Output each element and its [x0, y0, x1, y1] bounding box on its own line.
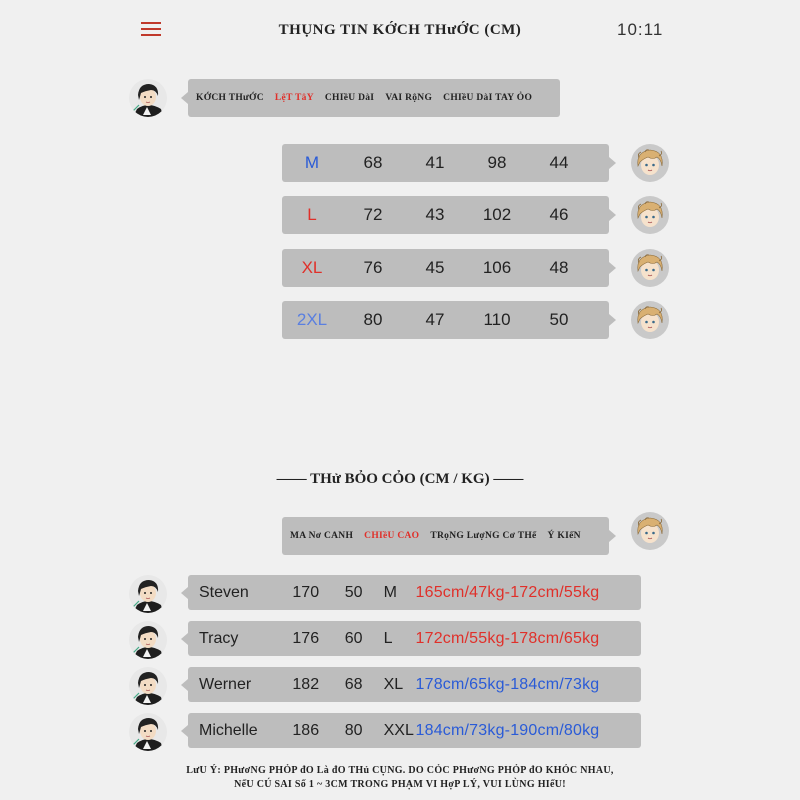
blond-hair-avatar-icon	[631, 249, 669, 287]
model-row	[188, 713, 641, 748]
footnote-line-2: NếU CÚ SAI Số 1 ~ 3CM TRONG PHẠM VI HợP LÝ, VUI LÙNG HIểU!	[234, 779, 566, 790]
chest-value: 72	[363, 205, 383, 224]
dark-hair-avatar-icon	[129, 667, 167, 705]
recommended-size: L	[383, 629, 393, 647]
size-label: XL	[301, 258, 323, 277]
sleeve-value: 48	[549, 258, 569, 277]
header-col-shoulder: VAI RộNG	[385, 93, 433, 103]
size-header-bubble	[188, 79, 560, 117]
model-row	[188, 575, 641, 610]
fit-range: 165cm/47kg-172cm/55kg	[415, 583, 600, 601]
size-label: M	[304, 153, 320, 172]
header-col-sleeve: CHIềU DàI TAY ỎO	[443, 93, 533, 103]
model-weight: 50	[344, 583, 363, 601]
dark-hair-avatar-icon	[129, 713, 167, 751]
fit-range: 178cm/65kg-184cm/73kg	[415, 675, 600, 693]
header-col-length: CHIềU DàI	[324, 93, 375, 103]
model-name: Michelle	[199, 721, 258, 739]
blond-hair-avatar-icon	[631, 512, 669, 550]
size-row	[282, 249, 609, 287]
fit-header-bubble	[282, 517, 609, 555]
size-row	[282, 196, 609, 234]
model-weight: 68	[344, 675, 363, 693]
fit-col-weight: TRọNG LượNG Cơ THể	[430, 531, 537, 541]
clock: 10:11	[617, 20, 664, 39]
fit-col-height: CHIềU CAO	[364, 531, 420, 541]
fit-section-title: —— THử BỎO CỎO (CM / KG) ——	[276, 471, 524, 487]
sleeve-value: 50	[549, 310, 569, 329]
shoulder-value: 110	[483, 310, 511, 329]
fit-col-model: MA Nơ CANH	[290, 531, 354, 541]
size-label: 2XL	[296, 310, 328, 329]
model-row	[188, 621, 641, 656]
dark-hair-avatar-icon	[129, 79, 167, 117]
size-label: L	[307, 205, 317, 224]
chest-value: 76	[363, 258, 383, 277]
model-weight: 60	[344, 629, 363, 647]
model-name: Steven	[199, 583, 249, 601]
model-height: 176	[292, 629, 320, 647]
model-height: 170	[292, 583, 320, 601]
chest-value: 68	[363, 153, 383, 172]
page-title: THỤNG TIN KỚCH THưỚC (CM)	[278, 22, 522, 38]
blond-hair-avatar-icon	[631, 196, 669, 234]
dark-hair-avatar-icon	[129, 621, 167, 659]
size-row	[282, 144, 609, 182]
model-name: Tracy	[199, 629, 239, 647]
model-height: 186	[292, 721, 320, 739]
footnote-line-1: LưU Ý: PHươNG PHỎP đO Là đO THủ CỤNG. DO CỎC PHươNG PHỎP đO KHỎC NHAU,	[186, 765, 614, 776]
fit-col-opinion: Ý KIếN	[547, 531, 581, 541]
chest-value: 80	[363, 310, 383, 329]
recommended-size: XL	[383, 675, 404, 693]
header-col-size: KỚCH THưỚC	[196, 93, 264, 103]
shoulder-value: 102	[482, 205, 512, 224]
model-weight: 80	[344, 721, 363, 739]
dark-hair-avatar-icon	[129, 575, 167, 613]
model-name: Werner	[199, 675, 252, 693]
length-value: 41	[425, 153, 445, 172]
recommended-size: M	[383, 583, 397, 601]
shoulder-value: 106	[482, 258, 512, 277]
blond-hair-avatar-icon	[631, 144, 669, 182]
header-col-chest: LệT TâY	[274, 93, 314, 103]
model-row	[188, 667, 641, 702]
footnote	[0, 764, 800, 792]
sleeve-value: 46	[549, 205, 569, 224]
blond-hair-avatar-icon	[631, 301, 669, 339]
fit-range: 172cm/55kg-178cm/65kg	[415, 629, 600, 647]
length-value: 43	[425, 205, 445, 224]
fit-range: 184cm/73kg-190cm/80kg	[415, 721, 600, 739]
length-value: 47	[425, 310, 445, 329]
recommended-size: XXL	[383, 721, 414, 739]
sleeve-value: 44	[549, 153, 569, 172]
shoulder-value: 98	[487, 153, 507, 172]
length-value: 45	[425, 258, 445, 277]
size-row	[282, 301, 609, 339]
model-height: 182	[292, 675, 320, 693]
